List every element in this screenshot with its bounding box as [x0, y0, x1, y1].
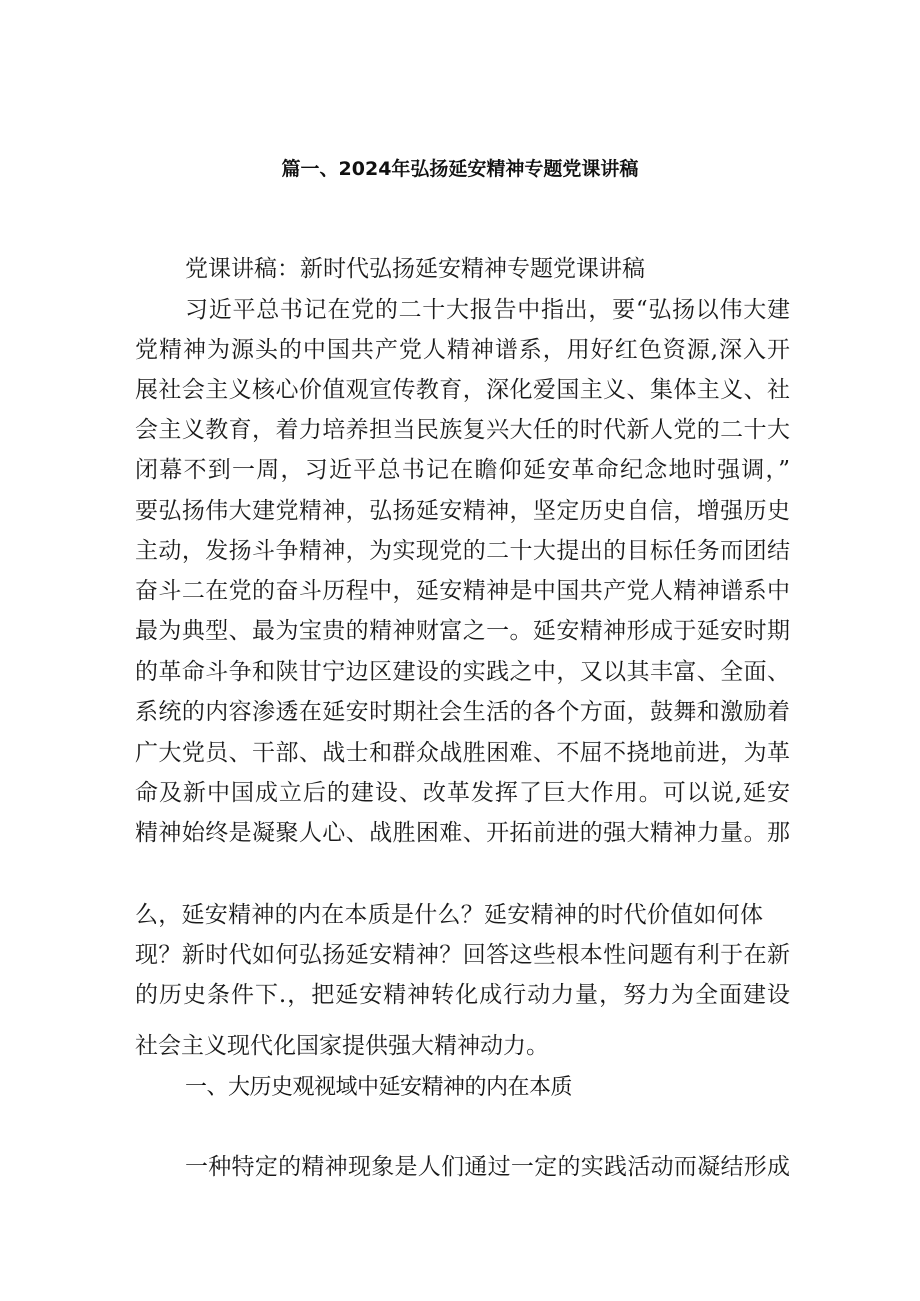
paragraph-line: 党精神为源头的中国共产党人精神谱系，用好红色资源,深入开: [135, 337, 790, 363]
paragraph-line: 闭幕不到一周，习近平总书记在瞻仰延安革命纪念地时强调，”: [135, 457, 790, 483]
paragraph-line: 一种特定的精神现象是人们通过一定的实践活动而凝结形成: [185, 1154, 790, 1180]
paragraph-line: 命及新中国成立后的建设、改革发挥了巨大作用。可以说,延安: [135, 780, 790, 806]
paragraph-line: 奋斗二在党的奋斗历程中，延安精神是中国共产党人精神谱系中: [135, 578, 790, 604]
paragraph-line: 广大党员、干部、战士和群众战胜困难、不屈不挠地前进，为革: [135, 740, 790, 766]
paragraph-line: 系统的内容渗透在延安时期社会生活的各个方面，鼓舞和激励着: [135, 699, 790, 725]
paragraph-line: 的革命斗争和陕甘宁边区建设的实践之中，又以其丰富、全面、: [135, 659, 790, 685]
subtitle: 党课讲稿：新时代弘扬延安精神专题党课讲稿: [185, 256, 645, 282]
paragraph-line: 要弘扬伟大建党精神，弘扬延安精神，坚定历史自信，增强历史: [135, 498, 790, 524]
paragraph-line: 的历史条件下.，把延安精神转化成行动力量，努力为全面建设: [135, 982, 790, 1008]
paragraph-line: 会主义教育，着力培养担当民族复兴大任的时代新人党的二十大: [135, 417, 790, 443]
section-heading: 一、大历史观视域中延安精神的内在本质: [185, 1075, 573, 1100]
paragraph-line: 社会主义现代化国家提供强大精神动力。: [135, 1033, 549, 1059]
paragraph-line: 习近平总书记在党的二十大报告中指出，要“弘扬以伟大建: [185, 297, 790, 323]
paragraph-line: 最为典型、最为宝贵的精神财富之一。延安精神形成于延安时期: [135, 618, 790, 644]
document-title: 篇一、2024年弘扬延安精神专题党课讲稿: [281, 158, 639, 180]
paragraph-line: 么，延安精神的内在本质是什么？延安精神的时代价值如何体: [135, 902, 763, 928]
paragraph-line: 展社会主义核心价值观宣传教育，深化爱国主义、集体主义、社: [135, 377, 790, 403]
paragraph-line: 现？新时代如何弘扬延安精神？回答这些根本性问题有利于在新: [135, 942, 790, 968]
paragraph-line: 精神始终是凝聚人心、战胜困难、开拓前进的强大精神力量。那: [135, 820, 790, 846]
paragraph-line: 主动，发扬斗争精神，为实现党的二十大提出的目标任务而团结: [135, 538, 790, 564]
